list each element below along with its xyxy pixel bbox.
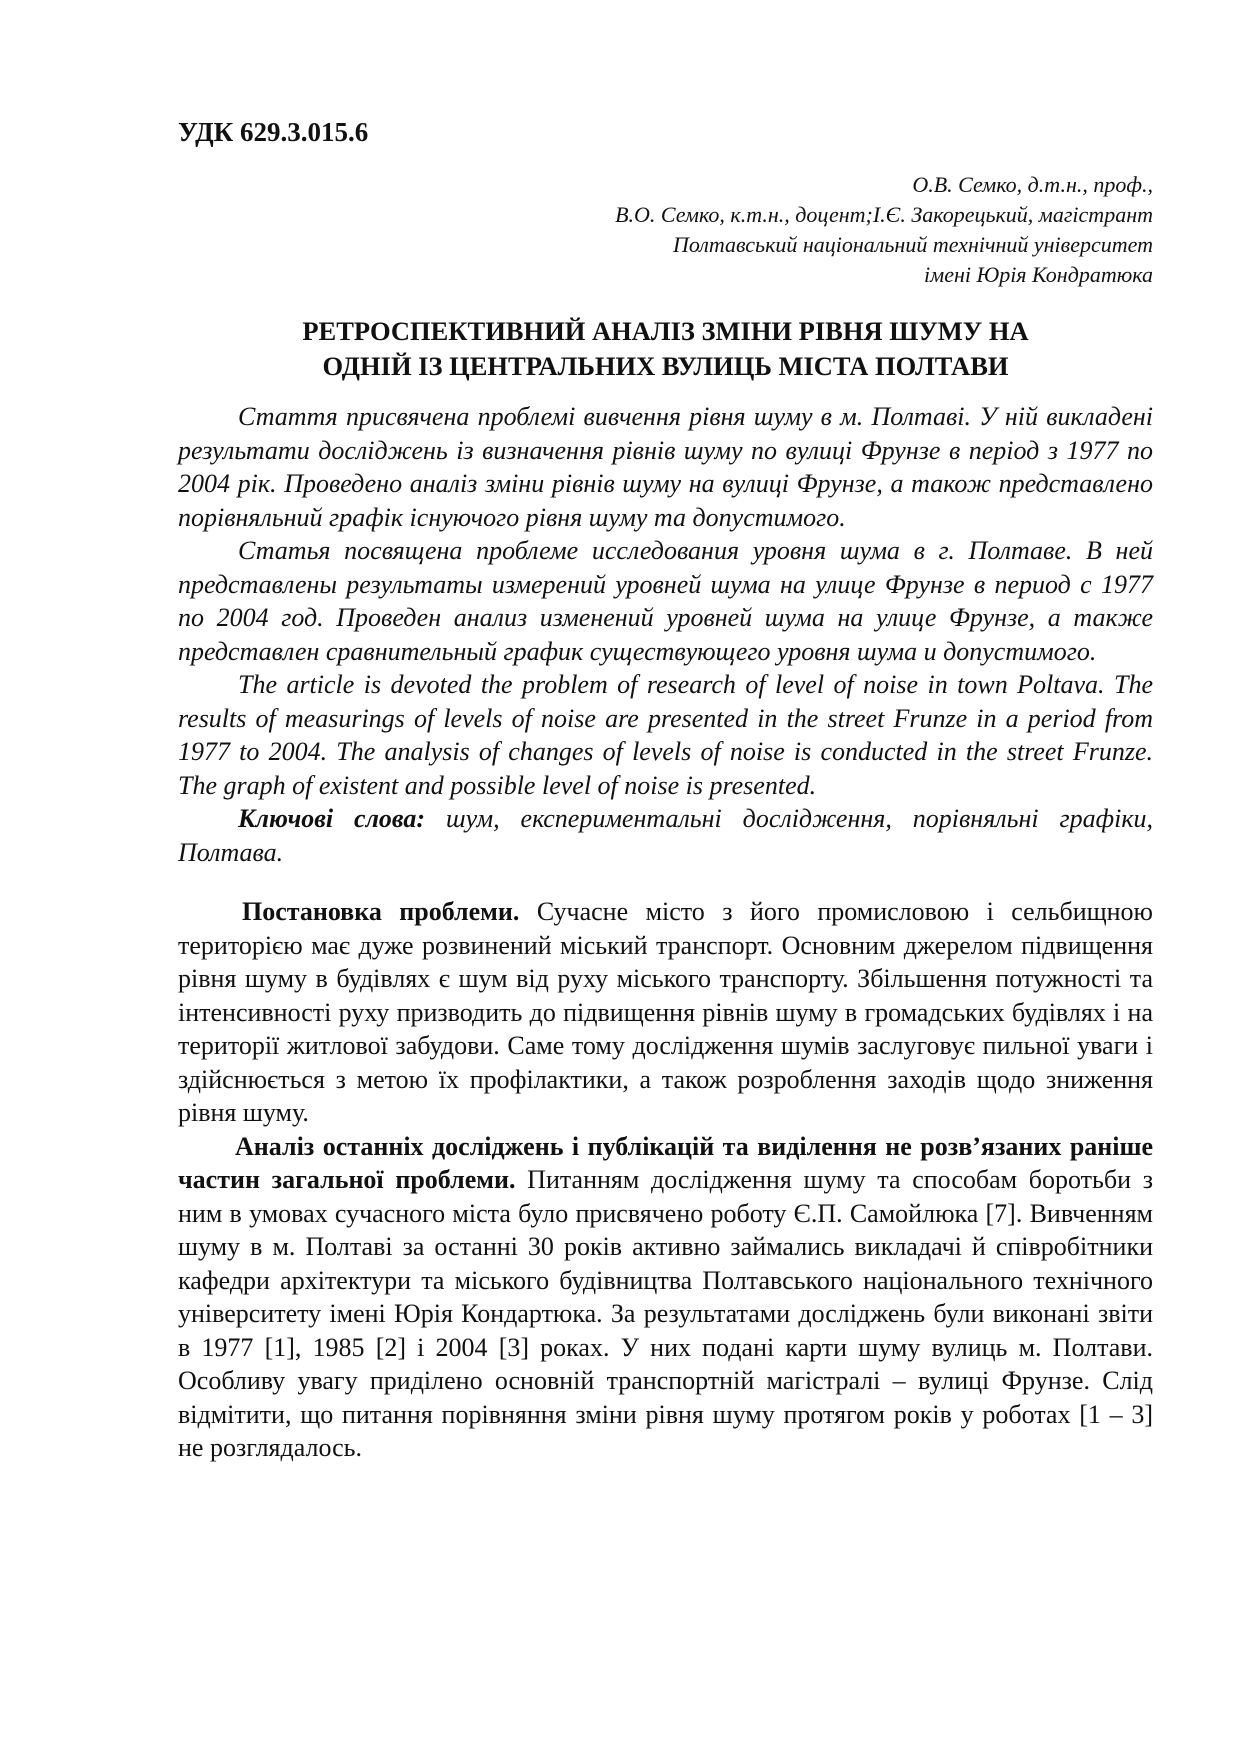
title-line: РЕТРОСПЕКТИВНИЙ АНАЛІЗ ЗМІНИ РІВНЯ ШУМУ НА bbox=[302, 316, 1029, 346]
problem-heading: Постановка проблеми. bbox=[242, 897, 520, 926]
keywords-label: Ключові слова: bbox=[238, 804, 426, 833]
udk-code: УДК 629.3.015.6 bbox=[178, 117, 369, 147]
problem-text: Сучасне місто з його промисловою і сельбищною територією має дуже розвинений міський транспорт. Основним джерелом підвищення рівня шуму в будівлях є шум від руху міського транспорту. Збільшення потужності та інтенсивності руху призводить до підвищення рівнів шуму в громадських будівлях і на території житлової забудови. Саме тому дослідження шумів заслуговує пильної уваги і здійснюється з метою їх профілактики, а також розроблення заходів щодо зниження рівня шуму. bbox=[178, 897, 1153, 1127]
abstract-ukrainian: Стаття присвячена проблемі вивчення рівня шуму в м. Полтаві. У ній викладені результати досліджень із визначення рівнів шуму по вулиці Фрунзе в період з 1977 по 2004 рік. Проведено аналіз зміни рівнів шуму на вулиці Фрунзе, а також представлено порівняльний графік існуючого рівня шуму та допустимого. bbox=[178, 402, 1153, 532]
abstract-english: The article is devoted the problem of research of level of noise in town Poltava. The results of measurings of levels of noise are presented in the street Frunze in a period from 1977 to 2004. The analysis of changes of levels of noise is conducted in the street Frunze. The graph of existent and possible level of noise is presented. bbox=[178, 670, 1153, 800]
literature-review-paragraph bbox=[178, 1130, 1153, 1465]
paper-title bbox=[178, 314, 1153, 384]
affiliation-line: Полтавський національний технічний університет bbox=[672, 232, 1153, 257]
abstract bbox=[178, 400, 1153, 869]
abstract-russian: Статья посвящена проблеме исследования уровня шума в г. Полтаве. В ней представлены результаты измерений уровней шума на улице Фрунзе в период с 1977 по 2004 год. Проведен анализ изменений уровней шума на улице Фрунзе, а также представлен сравнительный график существующего уровня шума и допустимого. bbox=[178, 536, 1153, 666]
problem-statement-paragraph bbox=[178, 895, 1153, 1130]
analysis-heading: Аналіз останніх досліджень і публікацій та виділення не розв’язаних раніше частин загальної проблеми. bbox=[178, 1131, 1153, 1194]
keywords bbox=[178, 802, 1153, 869]
keywords-text: шум, експериментальні дослідження, порівняльні графіки, Полтава. bbox=[178, 804, 1153, 867]
main-text bbox=[178, 895, 1153, 1465]
analysis-text: Питанням дослідження шуму та способам боротьби з ним в умовах сучасного міста було присвячено роботу Є.П. Самойлюка [7]. Вивченням шуму в м. Полтаві за останні 30 років активно займались викладачі й співробітники кафедри архітектури та міського будівництва Полтавського національного технічного університету імені Юрія Кондартюка. За результатами досліджень були виконані звіти в 1977 [1], 1985 [2] і 2004 [3] роках. У них подані карти шуму вулиць м. Полтави. Особливу увагу приділено основній транспортній магістралі – вулиці Фрунзе. Слід відмітити, що питання порівняння зміни рівня шуму протягом років у роботах [1 – 3] не розглядалось. bbox=[178, 1165, 1153, 1462]
author-line: В.О. Семко, к.т.н., доцент;І.Є. Закорецький, магістрант bbox=[615, 202, 1153, 227]
document-page bbox=[178, 116, 1153, 1465]
author-block bbox=[178, 170, 1153, 290]
affiliation-line: імені Юрія Кондратюка bbox=[924, 262, 1153, 287]
author-line: О.В. Семко, д.т.н., проф., bbox=[912, 172, 1153, 197]
title-line: ОДНІЙ ІЗ ЦЕНТРАЛЬНИХ ВУЛИЦЬ МІСТА ПОЛТАВИ bbox=[322, 351, 1009, 381]
